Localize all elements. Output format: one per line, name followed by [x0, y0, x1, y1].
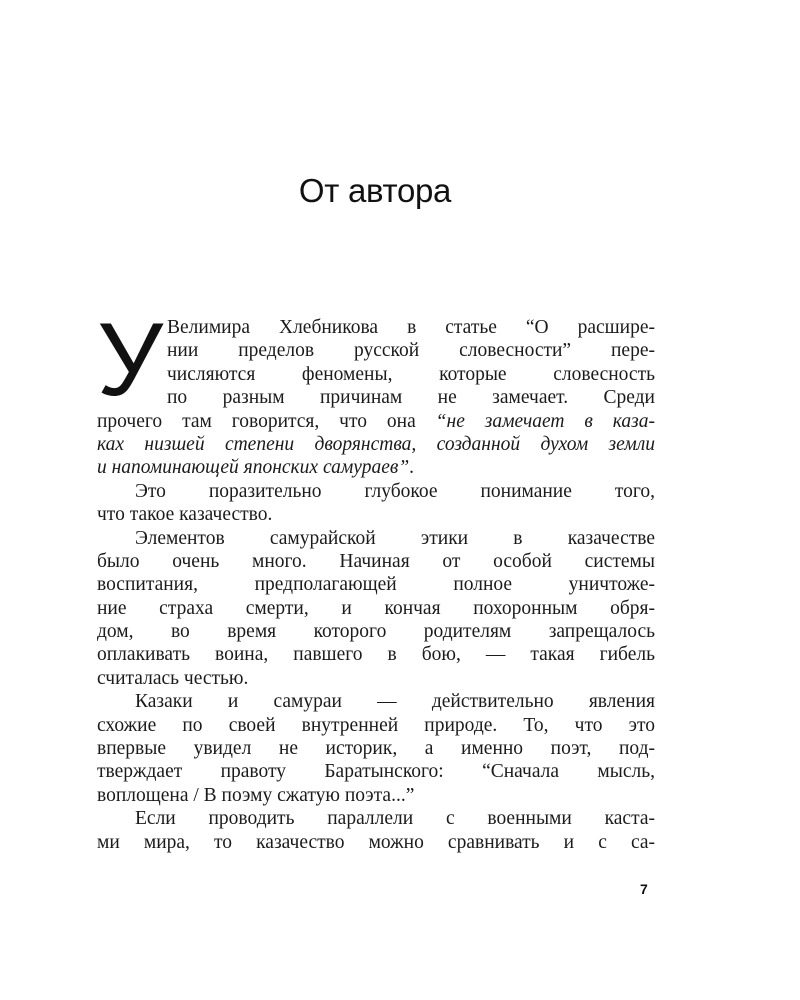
text-line: считалась честью.	[97, 667, 249, 689]
text-line	[97, 410, 655, 433]
quote-italic-line: ках низшей степени дворянства, созданной духом земли	[97, 433, 655, 455]
text-line: воспитания, предполагающей полное уничтоже-	[97, 574, 655, 596]
text-segment: .	[409, 457, 415, 479]
text-line: схожие по своей внутренней природе. То, что это	[97, 714, 655, 736]
quote-italic: “не замечает в каза-	[435, 410, 656, 432]
text-line: что такое казачество.	[97, 504, 273, 526]
text-line: Казаки и самураи — действительно явления	[135, 691, 655, 713]
text-line: было очень много. Начиная от особой системы	[97, 550, 655, 572]
text-line: воплощена / В поэму сжатую поэта...”	[97, 784, 415, 806]
text-line: ние страха смерти, и кончая похоронным обря-	[97, 597, 655, 619]
text-line: Элементов самурайской этики в казачестве	[135, 527, 655, 549]
text-line: дом, во время которого родителям запрещалось	[97, 621, 655, 643]
text-line: Если проводить параллели с военными каста-	[135, 808, 655, 830]
text-line: впервые увидел не историк, а именно поэт, под-	[97, 738, 655, 760]
text-line: по разным причинам не замечает. Среди	[167, 387, 655, 409]
text-line: Велимира Хлебникова в статье “О расшире-	[167, 317, 655, 338]
text-line: Это поразительно глубокое понимание того,	[135, 480, 655, 502]
page-number: 7	[640, 881, 648, 897]
drop-cap: У	[97, 302, 164, 418]
quote-italic: и напоминающей японских самураев”	[97, 457, 410, 479]
text-line: числяются феномены, которые словесность	[167, 363, 655, 385]
text-segment: прочего там говорится, что она	[97, 410, 416, 432]
text-line: оплакивать воина, павшего в бою, — такая гибель	[97, 644, 655, 666]
text-line: ми мира, то казачество можно сравнивать и с са-	[97, 831, 655, 853]
body-text	[97, 302, 656, 854]
page-title: От автора	[298, 172, 452, 209]
text-line	[97, 456, 655, 479]
text-line: нии пределов русской словесности” пере-	[167, 340, 655, 362]
text-line: тверждает правоту Баратынского: “Сначала мысль,	[97, 761, 655, 783]
